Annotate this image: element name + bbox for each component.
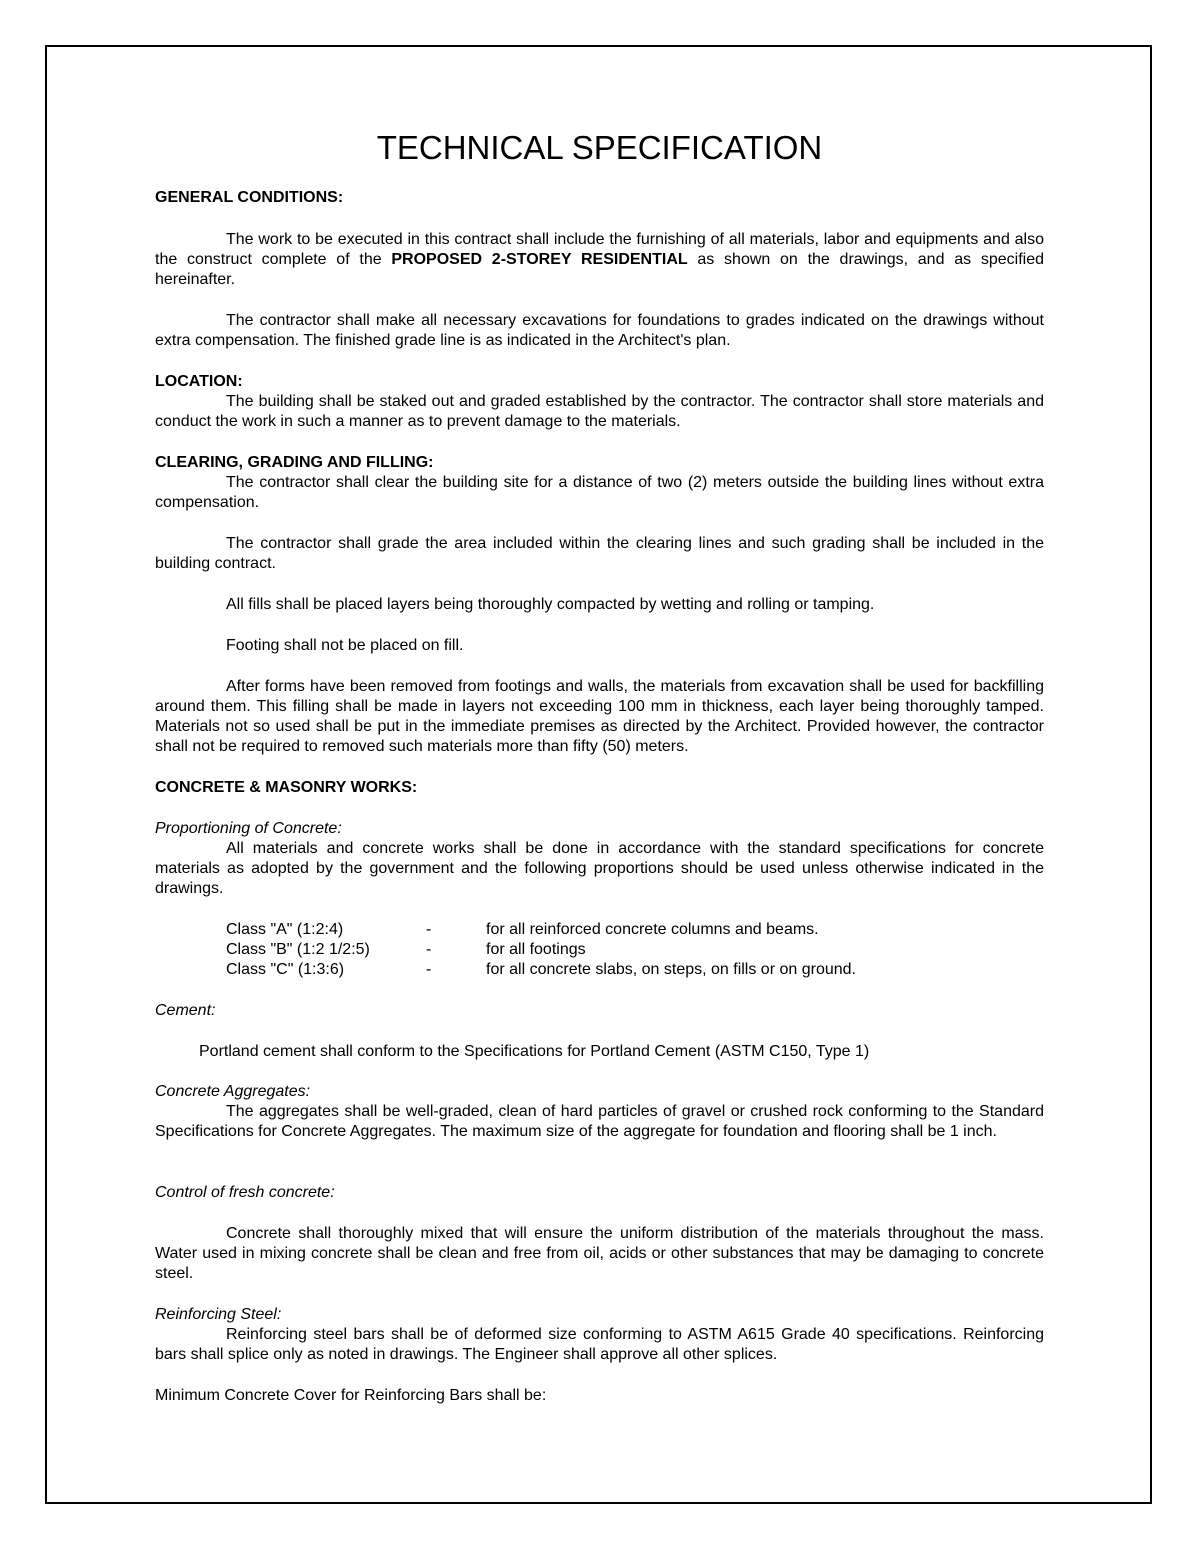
clearing-paragraph-3: All fills shall be placed layers being thoroughly compacted by wetting and rolling or tamping.: [226, 596, 875, 613]
class-description: for all concrete slabs, on steps, on fills or on ground.: [486, 961, 856, 978]
location-paragraph-1: The building shall be staked out and graded established by the contractor. The contractor shall store materials and conduct the work in such a manner as to prevent damage to the materials.: [155, 393, 1044, 430]
heading-clearing-grading-filling: CLEARING, GRADING AND FILLING:: [155, 454, 434, 471]
subheading-fresh-concrete: Control of fresh concrete:: [155, 1184, 335, 1201]
document-title: TECHNICAL SPECIFICATION: [376, 129, 823, 166]
class-name: Class "B" (1:2 1/2:5): [226, 941, 370, 958]
general-paragraph-1: The work to be executed in this contract shall include the furnishing of all materials, labor and equipments and also the construct complete of the PROPOSED 2-STOREY RESIDENTIAL as shown on the drawings, and as specified hereinafter.: [155, 231, 1044, 288]
fresh-concrete-paragraph: Concrete shall thoroughly mixed that will ensure the uniform distribution of the materials throughout the mass. Water used in mixing concrete shall be clean and free from oil, acids or other substances that may be damaging to concrete steel.: [155, 1225, 1044, 1282]
heading-location: LOCATION:: [155, 373, 243, 390]
concrete-cover-line: Minimum Concrete Cover for Reinforcing Bars shall be:: [155, 1387, 547, 1404]
class-name: Class "C" (1:3:6): [226, 961, 345, 978]
clearing-paragraph-4: Footing shall not be placed on fill.: [226, 637, 464, 654]
clearing-paragraph-5: After forms have been removed from footings and walls, the materials from excavation shall be used for backfilling around them. This filling shall be made in layers not exceeding 100 mm in thickness, each layer being thoroughly tamped. Materials not so used shall be put in the immediate premises as directed by the Architect. Provided however, the contractor shall not be required to removed such materials more than fifty (50) meters.: [155, 678, 1044, 755]
concrete-class-c: [226, 960, 1044, 980]
clearing-paragraph-2: The contractor shall grade the area included within the clearing lines and such grading shall be included in the building contract.: [155, 535, 1044, 572]
class-description: for all reinforced concrete columns and beams.: [486, 921, 819, 938]
class-description: for all footings: [486, 941, 586, 958]
subheading-cement: Cement:: [155, 1002, 216, 1019]
subheading-reinforcing-steel: Reinforcing Steel:: [155, 1306, 282, 1323]
heading-concrete-masonry: CONCRETE & MASONRY WORKS:: [155, 779, 418, 796]
cement-paragraph: Portland cement shall conform to the Specifications for Portland Cement (ASTM C150, Type 1): [199, 1043, 870, 1060]
subheading-aggregates: Concrete Aggregates:: [155, 1083, 311, 1100]
clearing-paragraph-1: The contractor shall clear the building site for a distance of two (2) meters outside the building lines without extra compensation.: [155, 474, 1044, 511]
reinforcing-steel-paragraph: Reinforcing steel bars shall be of deformed size conforming to ASTM A615 Grade 40 specifications. Reinforcing bars shall splice only as noted in drawings. The Engineer shall approve all other splices.: [155, 1326, 1044, 1363]
project-name: PROPOSED 2-STOREY RESIDENTIAL: [391, 251, 688, 268]
aggregates-paragraph: The aggregates shall be well-graded, clean of hard particles of gravel or crushed rock conforming to the Standard Specifications for Concrete Aggregates. The maximum size of the aggregate for foundation and flooring shall be 1 inch.: [155, 1103, 1044, 1140]
class-dash: -: [426, 961, 432, 978]
subheading-proportioning: Proportioning of Concrete:: [155, 820, 342, 837]
class-dash: -: [426, 941, 432, 958]
concrete-class-a: [226, 920, 1044, 940]
class-dash: -: [426, 921, 432, 938]
heading-general-conditions: GENERAL CONDITIONS:: [155, 189, 344, 206]
class-name: Class "A" (1:2:4): [226, 921, 344, 938]
concrete-class-b: [226, 940, 1044, 960]
proportioning-paragraph: All materials and concrete works shall be done in accordance with the standard specifications for concrete materials as adopted by the government and the following proportions should be used unless otherwise indicated in the drawings.: [155, 840, 1044, 897]
general-paragraph-2: The contractor shall make all necessary excavations for foundations to grades indicated on the drawings without extra compensation. The finished grade line is as indicated in the Architect's plan.: [155, 312, 1044, 349]
